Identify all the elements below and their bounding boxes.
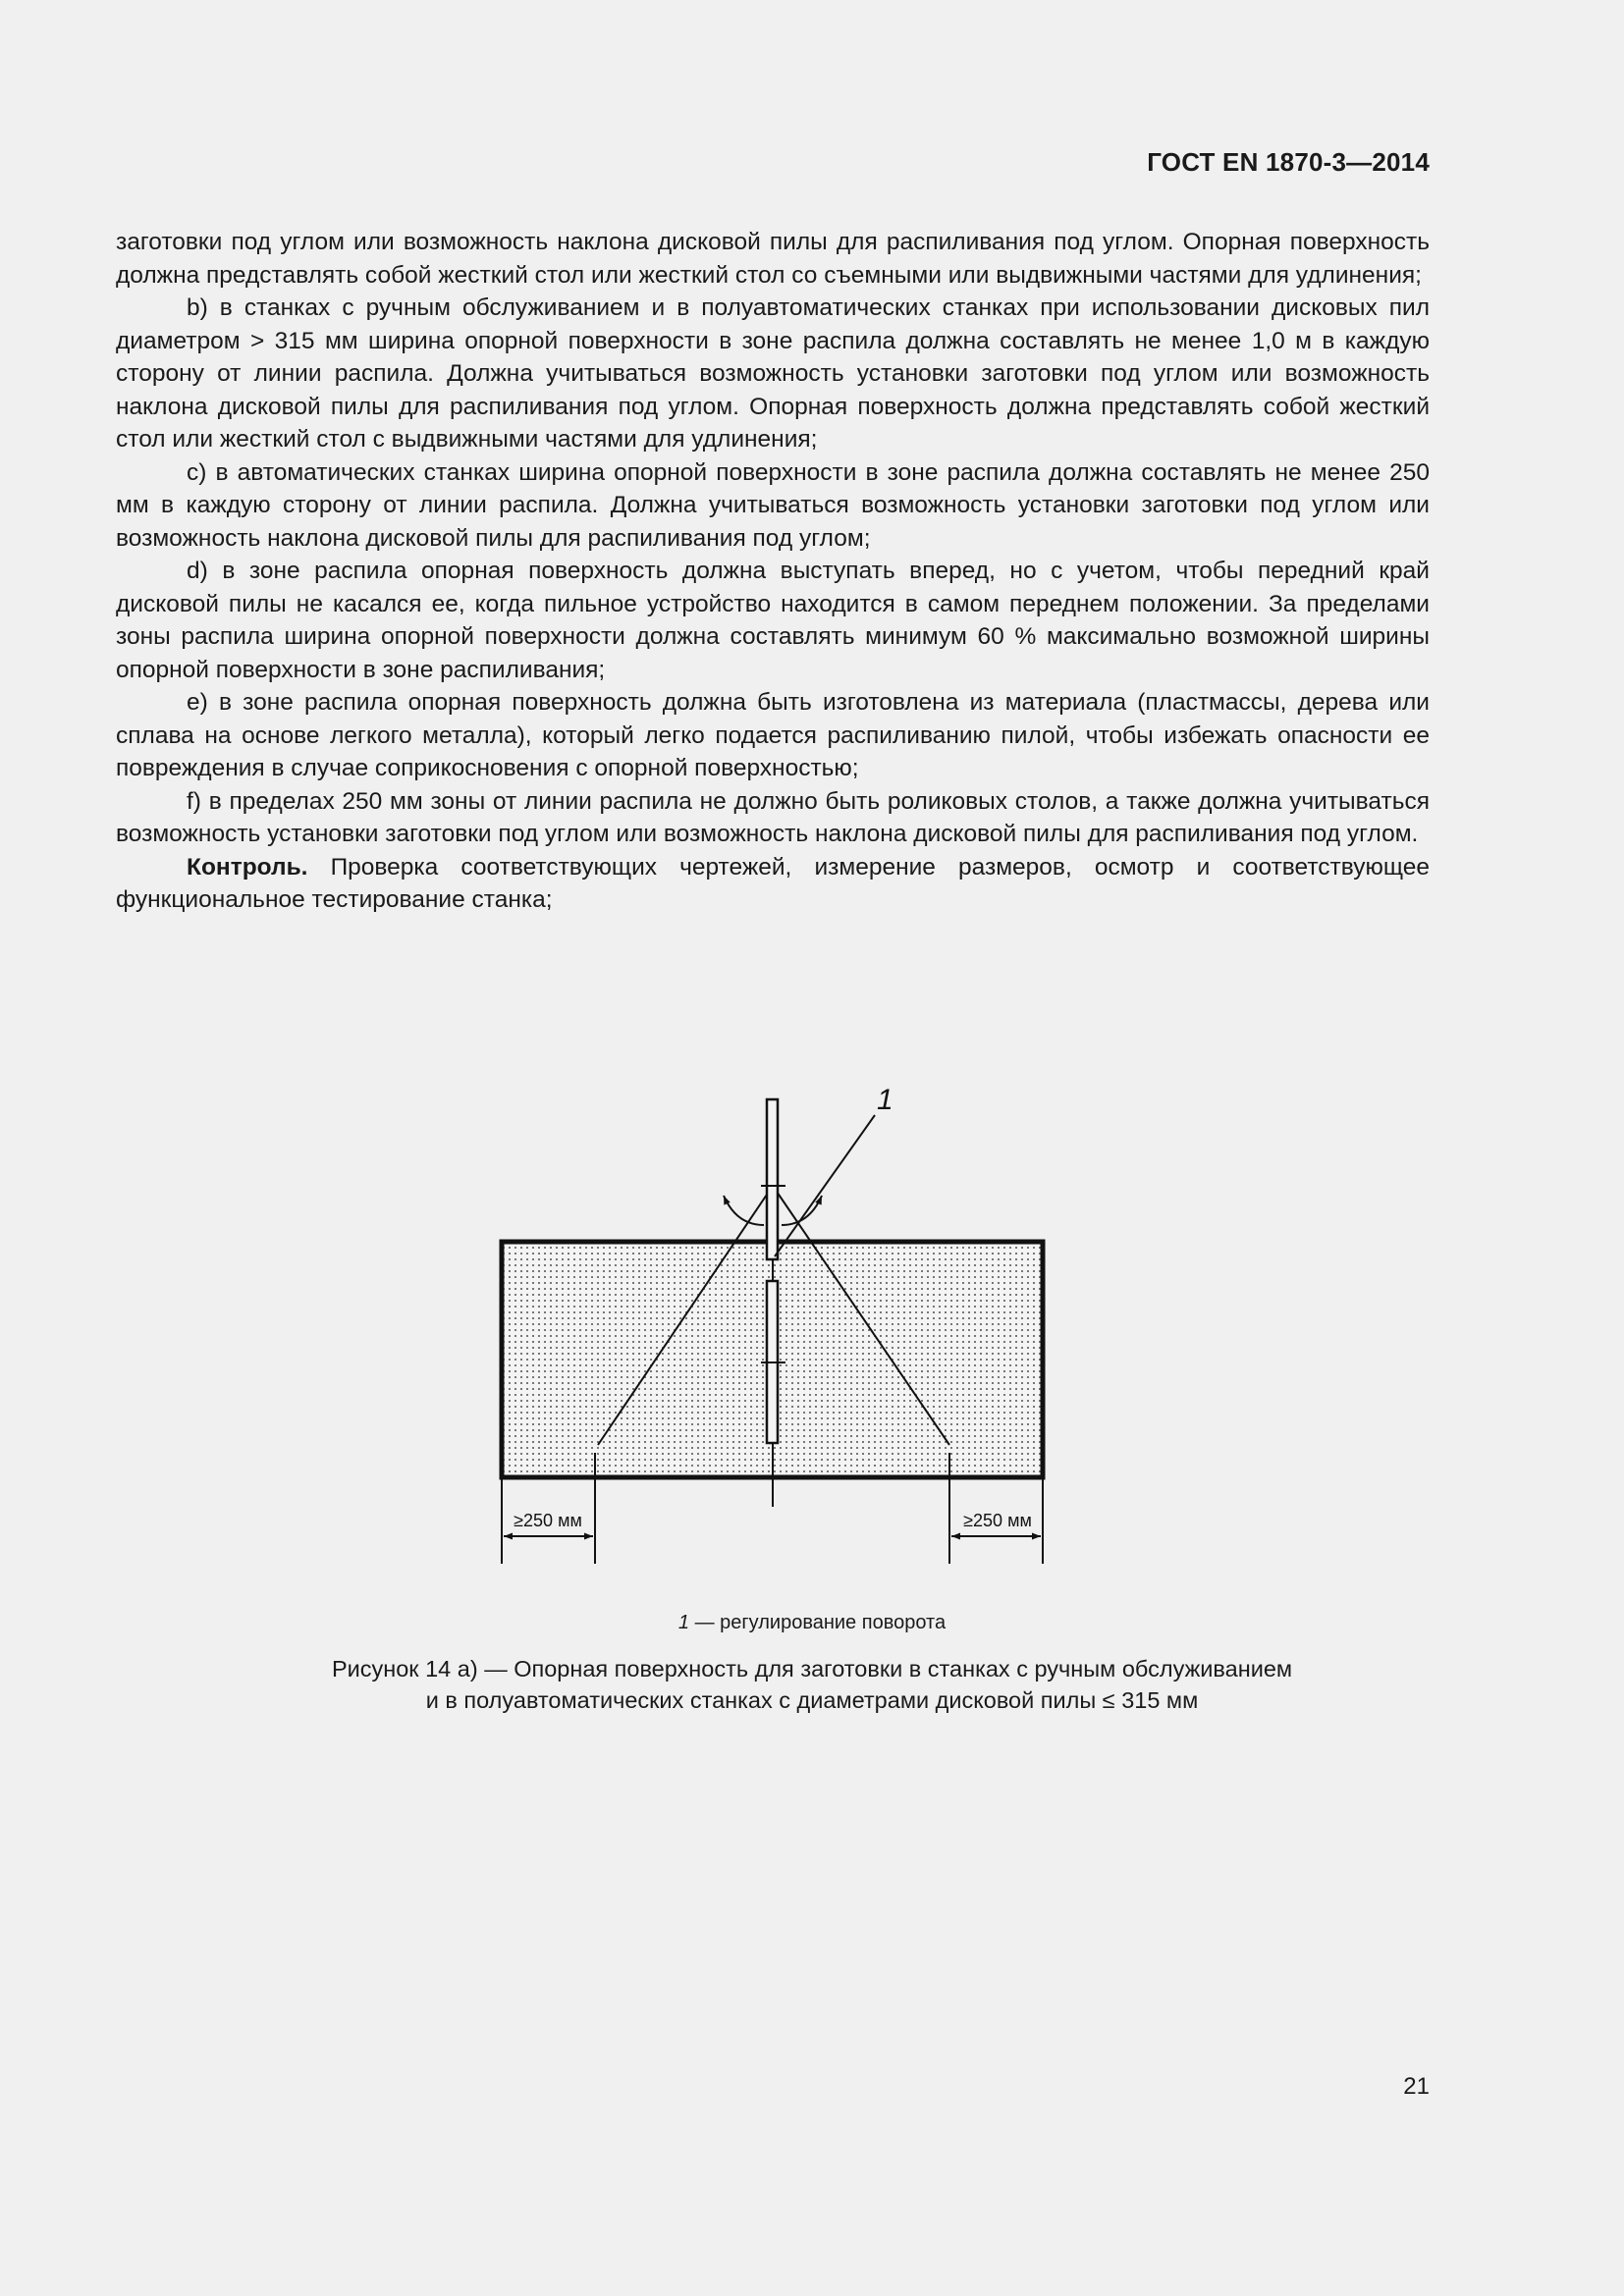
figure-caption: [0, 1653, 1624, 1716]
control-label: Контроль.: [187, 853, 308, 881]
rotation-arrow-left: [724, 1196, 764, 1225]
callout-label: 1: [877, 1084, 893, 1116]
paragraph-item-e: e) в зоне распила опорная поверхность должна быть изготовлена из материала (пластмассы, дерева или сплава на основе легкого металла), который легко подается распиливанию пилой, чтобы избежать опасности ее повреждения в случае соприкосновения с опорной поверхностью;: [116, 689, 1430, 781]
control-text: Проверка соответствующих чертежей, измерение размеров, осмотр и соответствующее функциональное тестирование станка;: [116, 853, 1430, 913]
dim-label-left: ≥250 мм: [514, 1511, 582, 1530]
legend-text: — регулирование поворота: [689, 1612, 947, 1633]
caption-line-1: Рисунок 14 а) — Опорная поверхность для заготовки в станках с ручным обслуживанием: [331, 1656, 1293, 1682]
figure-legend: [0, 1612, 1624, 1634]
figure-14a: [0, 1080, 1624, 1590]
paragraph-item-f: f) в пределах 250 мм зоны от линии распила не должно быть роликовых столов, а также должна учитываться возможность установки заготовки под углом или возможность наклона дисковой пилы для распиливания под углом.: [116, 787, 1430, 847]
page-number: 21: [1403, 2073, 1430, 2100]
paragraph-continuation: заготовки под углом или возможность наклона дисковой пилы для распиливания под углом. Опорная поверхность должна представлять собой жесткий стол или жесткий стол со съемными или выдвижными частями для удлинения;: [116, 229, 1430, 289]
paragraph-item-c: c) в автоматических станках ширина опорной поверхности в зоне распила должна составлять не менее 250 мм в каждую сторону от линии распила. Должна учитываться возможность установки заготовки под углом или возможность наклона дисковой пилы для распиливания под углом;: [116, 458, 1430, 552]
paragraph-item-d: d) в зоне распила опорная поверхность должна выступать вперед, но с учетом, чтобы передний край дисковой пилы не касался ее, когда пильное устройство находится в самом переднем положении. За пределами зоны распила ширина опорной поверхности должна составлять минимум 60 % максимально возможной ширины опорной поверхности в зоне распиливания;: [116, 558, 1430, 683]
saw-blade-upper: [767, 1099, 778, 1259]
legend-number: 1: [677, 1612, 690, 1633]
callout-leader: [775, 1115, 875, 1256]
support-surface-diagram: [0, 1080, 1624, 1590]
paragraph-item-b: b) в станках с ручным обслуживанием и в полуавтоматических станках при использовании дисковых пил диаметром > 315 мм ширина опорной поверхности в зоне распила должна составлять не менее 1,0 м в каждую сторону от линии распила. Должна учитываться возможность установки заготовки под углом или возможность наклона дисковой пилы для распиливания под углом. Опорная поверхность должна представлять собой жесткий стол или жесткий стол с выдвижными частями для удлинения;: [116, 294, 1430, 453]
body-text: [116, 226, 1430, 917]
document-header: ГОСТ EN 1870-3—2014: [1147, 147, 1430, 177]
dim-label-right: ≥250 мм: [963, 1511, 1032, 1530]
paragraph-control: [116, 851, 1430, 917]
caption-line-2: и в полуавтоматических станках с диаметрами дисковой пилы ≤ 315 мм: [425, 1687, 1199, 1713]
